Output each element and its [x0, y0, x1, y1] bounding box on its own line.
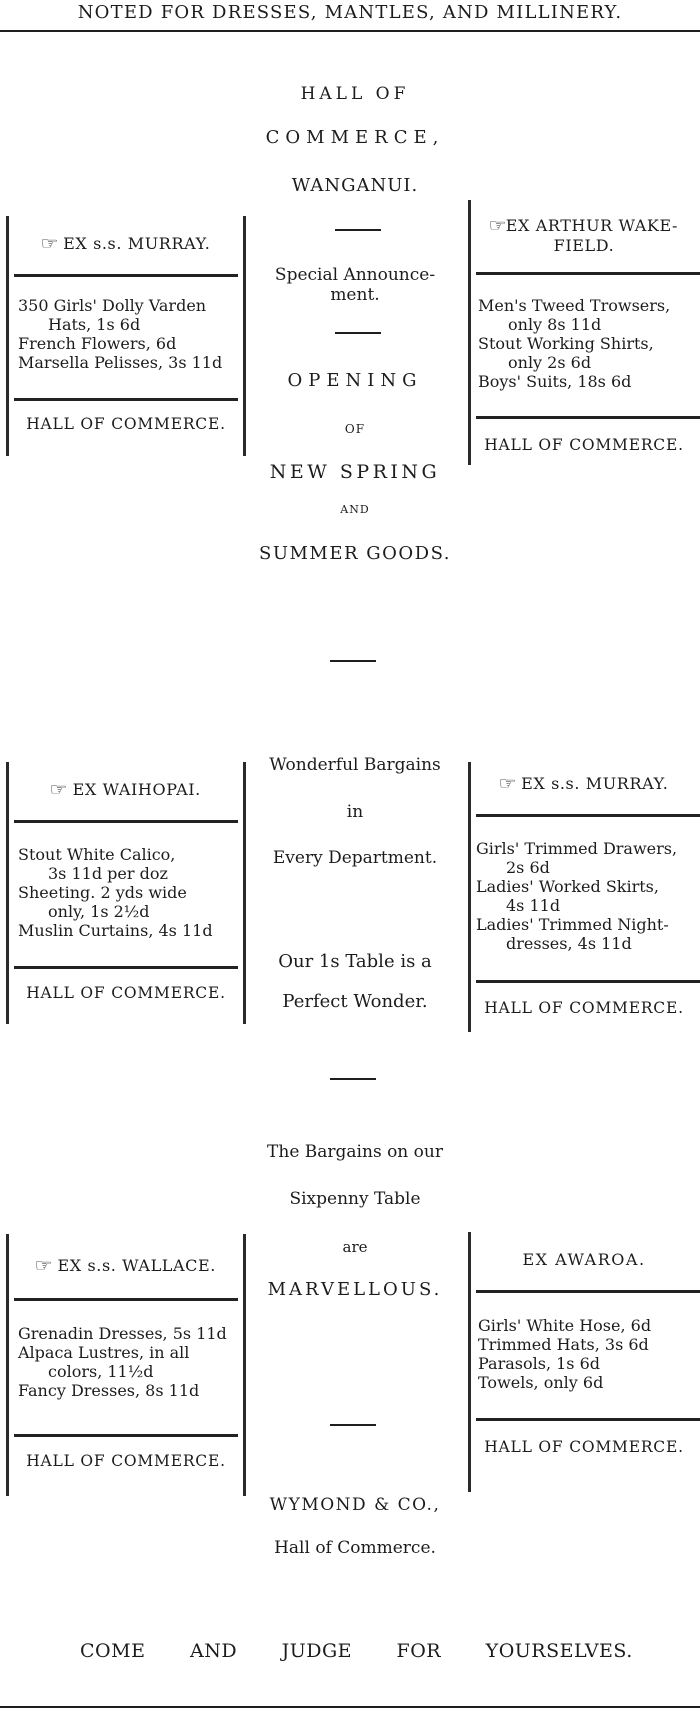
ad-box-waihopai — [6, 762, 246, 1024]
box-header — [468, 774, 700, 794]
box-rule — [14, 1298, 238, 1301]
box-footer: HALL OF COMMERCE. — [484, 436, 684, 454]
footer-rule — [0, 1706, 700, 1708]
box-items — [18, 1324, 236, 1400]
list-item-cont: 2s 6d — [506, 858, 550, 877]
box-footer: HALL OF COMMERCE. — [26, 984, 226, 1002]
list-item: Ladies' Worked Skirts, — [476, 877, 659, 896]
ad-box-murray-1 — [6, 216, 246, 456]
box-rule — [14, 820, 238, 823]
box-header-text: EX WAIHOPAI. — [72, 780, 201, 799]
list-item: Fancy Dresses, 8s 11d — [18, 1381, 200, 1400]
list-item-cont: colors, 11½d — [48, 1362, 154, 1381]
commerce-text: COMMERCE, — [265, 127, 445, 148]
in-text: in — [346, 802, 364, 822]
list-item: Ladies' Trimmed Night- — [476, 915, 669, 934]
list-item-cont: only, 1s 2½d — [48, 902, 150, 921]
box-header-text-2: FIELD. — [553, 236, 615, 255]
new-spring-text: NEW SPRING — [269, 461, 441, 483]
bargains-text-1: The Bargains on our — [267, 1142, 443, 1162]
list-item: Stout Working Shirts, — [478, 334, 654, 353]
box-footer: HALL OF COMMERCE. — [26, 1452, 226, 1470]
box-header-text: EX s.s. MURRAY. — [63, 234, 211, 253]
closing-line — [80, 1640, 633, 1662]
box-rule — [476, 980, 700, 983]
list-item-cont: Hats, 1s 6d — [48, 315, 141, 334]
and-text: AND — [340, 503, 370, 516]
box-rule — [476, 272, 700, 275]
list-item: Boys' Suits, 18s 6d — [478, 372, 632, 391]
pointing-hand-icon: ☞ — [34, 1256, 54, 1276]
list-item: 350 Girls' Dolly Varden — [18, 296, 207, 315]
separator-rule — [330, 660, 376, 662]
box-footer: HALL OF COMMERCE. — [484, 1438, 684, 1456]
box-header — [6, 1256, 246, 1276]
table-text-1: Our 1s Table is a — [278, 951, 432, 972]
list-item: Alpaca Lustres, in all — [18, 1343, 190, 1362]
list-item: Grenadin Dresses, 5s 11d — [18, 1324, 227, 1343]
list-item: Stout White Calico, — [18, 845, 176, 864]
box-rule — [14, 1434, 238, 1437]
box-rule — [476, 416, 700, 419]
list-item-cont: 4s 11d — [506, 896, 561, 915]
box-items — [476, 839, 698, 953]
box-rule — [476, 1418, 700, 1421]
list-item-cont: dresses, 4s 11d — [506, 934, 632, 953]
box-header: EX AWAROA. — [522, 1250, 646, 1269]
box-rule — [14, 966, 238, 969]
box-rule — [476, 1290, 700, 1293]
advertisement-header: NOTED FOR DRESSES, MANTLES, AND MILLINERY. — [77, 2, 623, 23]
box-footer: HALL OF COMMERCE. — [484, 999, 684, 1017]
firm-subtitle: Hall of Commerce. — [274, 1538, 436, 1558]
header-rule — [0, 30, 700, 32]
box-items — [18, 296, 238, 372]
box-header-text: EX s.s. MURRAY. — [521, 774, 669, 793]
box-items — [18, 845, 236, 940]
pointing-hand-icon: ☞ — [497, 774, 518, 794]
special-line-2: ment. — [330, 285, 380, 305]
list-item: Parasols, 1s 6d — [478, 1354, 601, 1373]
separator-rule — [330, 1424, 376, 1426]
separator-rule — [335, 229, 381, 231]
pointing-hand-icon: ☞ — [39, 234, 60, 254]
box-header — [468, 216, 700, 255]
box-header — [6, 234, 246, 254]
of-text: OF — [344, 422, 366, 436]
box-rule — [476, 814, 700, 817]
box-left-border — [468, 762, 471, 1032]
list-item: Marsella Pelisses, 3s 11d — [18, 353, 223, 372]
list-item: Men's Tweed Trowsers, — [478, 296, 671, 315]
bargains-text-2: Sixpenny Table — [289, 1189, 421, 1209]
special-announcement — [255, 265, 455, 305]
pointing-hand-icon: ☞ — [488, 216, 508, 236]
box-rule — [14, 398, 238, 401]
special-line-1: Special Announce- — [274, 265, 436, 285]
box-header-text: EX ARTHUR WAKE- — [505, 216, 679, 235]
list-item: Towels, only 6d — [478, 1373, 604, 1392]
firm-name: WYMOND & CO., — [269, 1495, 441, 1515]
box-footer: HALL OF COMMERCE. — [26, 415, 226, 433]
ad-box-wakefield — [468, 200, 700, 465]
table-text-2: Perfect Wonder. — [282, 991, 428, 1012]
opening-text: OPENING — [287, 370, 423, 391]
hall-of-text: HALL OF — [300, 84, 410, 104]
list-item: French Flowers, 6d — [18, 334, 177, 353]
box-items — [478, 1316, 696, 1392]
list-item: Trimmed Hats, 3s 6d — [478, 1335, 649, 1354]
list-item: Sheeting. 2 yds wide — [18, 883, 187, 902]
list-item-cont: 3s 11d per doz — [48, 864, 168, 883]
ad-box-murray-2 — [468, 762, 700, 1032]
list-item-cont: only 2s 6d — [508, 353, 592, 372]
box-header-text: EX s.s. WALLACE. — [57, 1256, 216, 1275]
separator-rule — [330, 1078, 376, 1080]
every-department-text: Every Department. — [272, 848, 438, 868]
are-text: are — [342, 1238, 368, 1256]
box-header — [6, 780, 246, 800]
separator-rule — [335, 332, 381, 334]
place-name: WANGANUI. — [291, 175, 419, 196]
list-item: Girls' Trimmed Drawers, — [476, 839, 678, 858]
box-items — [478, 296, 696, 391]
closing-text: COME AND JUDGE FOR YOURSELVES. — [80, 1640, 633, 1662]
pointing-hand-icon: ☞ — [49, 780, 69, 800]
ad-box-awaroa — [468, 1232, 700, 1492]
wonderful-bargains-text: Wonderful Bargains — [269, 755, 441, 775]
marvellous-text: MARVELLOUS. — [267, 1279, 443, 1300]
ad-box-wallace — [6, 1234, 246, 1496]
list-item: Girls' White Hose, 6d — [478, 1316, 652, 1335]
list-item: Muslin Curtains, 4s 11d — [18, 921, 213, 940]
box-rule — [14, 274, 238, 277]
summer-goods-text: SUMMER GOODS. — [258, 543, 451, 564]
list-item-cont: only 8s 11d — [508, 315, 602, 334]
